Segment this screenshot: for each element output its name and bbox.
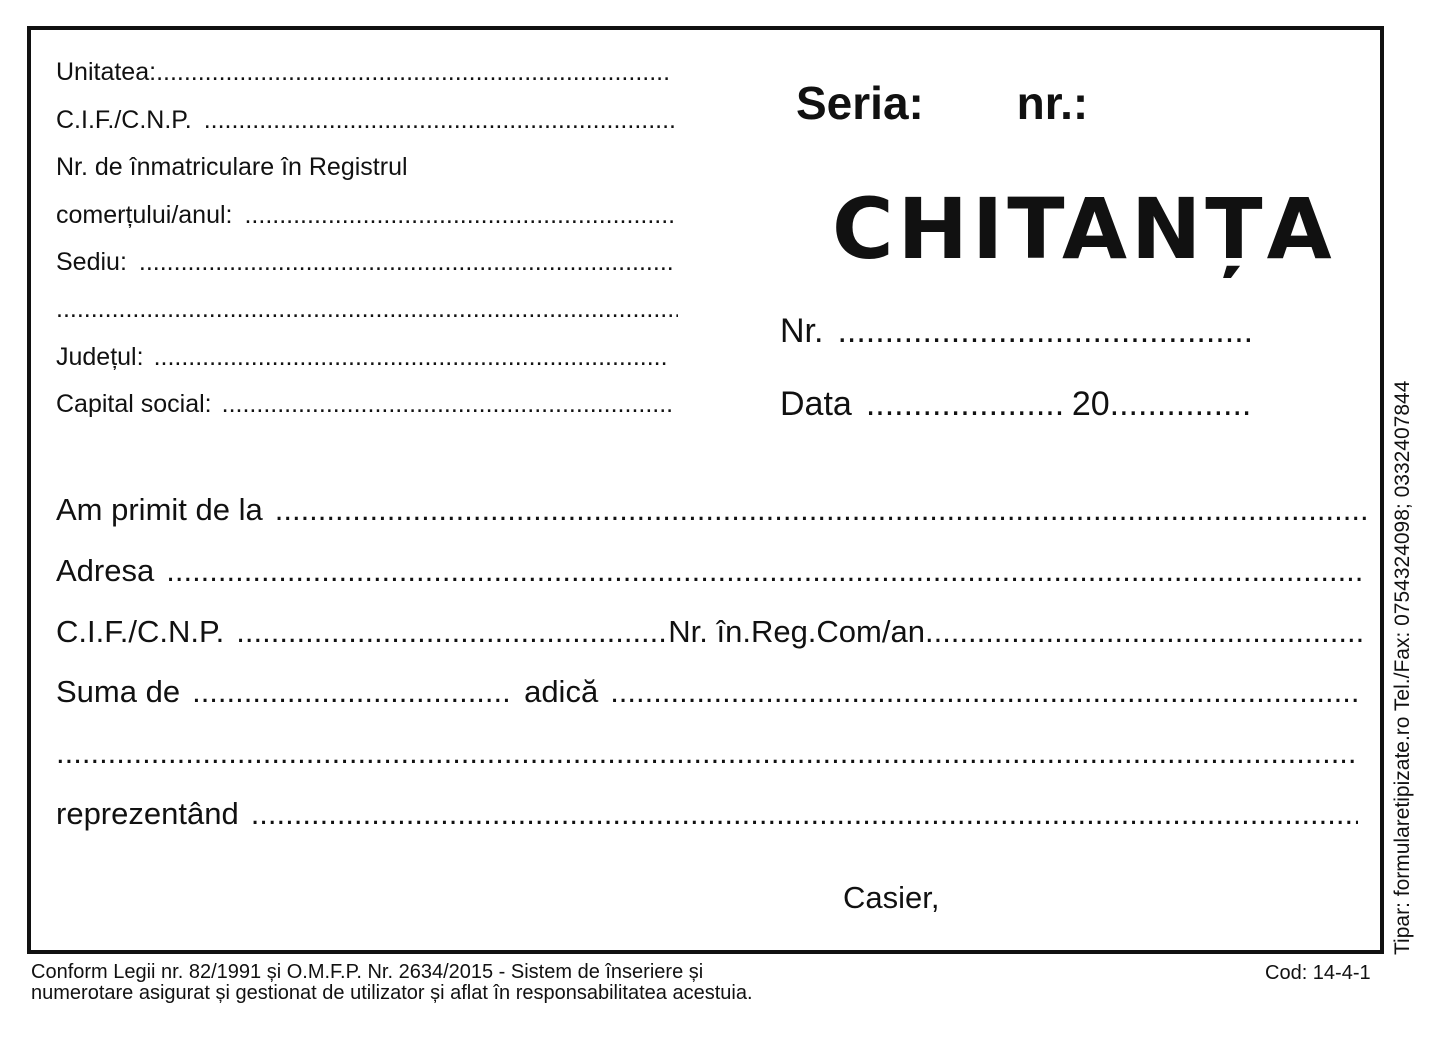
judet-label: Județul:: [56, 343, 144, 371]
primit-dotted-line: [275, 492, 1366, 528]
sediu-dotted-line: [139, 248, 674, 277]
primit-label: Am primit de la: [56, 492, 263, 527]
registru-label-line1: Nr. de înmatriculare în Registrul: [56, 153, 408, 181]
reg-com-dotted-line: [925, 614, 1362, 650]
adica-dotted-line: [610, 674, 1358, 710]
sediu-continuation-field: [56, 295, 678, 324]
suma-field: [56, 674, 1358, 710]
suma-continuation-field: [56, 735, 1358, 771]
sediu-label: Sediu:: [56, 248, 127, 276]
form-code: Cod: 14-4-1: [1265, 962, 1371, 984]
client-cif-dotted-line: [236, 614, 668, 650]
capital-social-dotted-line: [222, 390, 672, 419]
nr-serie-label: nr.:: [1016, 77, 1089, 129]
suma-dotted-line: [192, 674, 512, 710]
year-dotted-line: [1110, 385, 1252, 424]
company-cif-dotted-line: [204, 106, 676, 135]
date-field: [780, 385, 1252, 424]
seria-label: Seria:: [796, 77, 924, 129]
reg-com-label: Nr. în.Reg.Com/an: [668, 614, 925, 649]
casier-label: Casier,: [843, 880, 940, 915]
suma-continuation-dotted-line: [56, 735, 1358, 771]
date-label: Data: [780, 385, 852, 423]
adresa-field: [56, 553, 1362, 589]
year-prefix: 20: [1071, 385, 1110, 423]
document-title: CHITANȚA: [832, 180, 1336, 278]
client-cif-field: [56, 614, 1362, 650]
unitatea-label: Unitatea:: [56, 58, 157, 86]
printer-info: Tipar: formularetipizate.ro Tel./Fax: 0754324098; 0332407844: [1391, 380, 1414, 955]
adresa-label: Adresa: [56, 553, 155, 588]
seria-line: [796, 76, 1088, 130]
capital-social-field: [56, 390, 672, 419]
unitatea-field: [56, 58, 672, 87]
receipt-number-field: [780, 312, 1252, 351]
adica-label: adică: [524, 674, 599, 709]
date-day-month-dotted-line: [866, 385, 1064, 424]
reprezentand-field: [56, 796, 1358, 832]
primit-field: [56, 492, 1366, 528]
company-cif-field: [56, 106, 676, 135]
unitatea-dotted-line: [156, 58, 672, 87]
registru-dotted-line: [244, 201, 676, 230]
company-cif-label: C.I.F./C.N.P.: [56, 106, 192, 134]
legal-notice-line1: Conform Legii nr. 82/1991 și O.M.F.P. Nr. 2634/2015 - Sistem de înseriere și: [31, 961, 704, 983]
reprezentand-dotted-line: [251, 796, 1358, 832]
suma-label: Suma de: [56, 674, 181, 709]
client-cif-label: C.I.F./C.N.P.: [56, 614, 225, 649]
receipt-number-label: Nr.: [780, 312, 824, 350]
registru-field: [56, 201, 676, 230]
legal-notice-line2: numerotare asigurat și gestionat de utilizator și aflat în responsabilitatea acestuia.: [31, 982, 753, 1004]
sediu-continuation-dotted-line: [56, 295, 678, 324]
adresa-dotted-line: [166, 553, 1362, 589]
judet-field: [56, 343, 668, 372]
registru-label-line2: comerțului/anul:: [56, 201, 233, 229]
sediu-field: [56, 248, 674, 277]
receipt-number-dotted-line: [837, 312, 1252, 351]
legal-notice: [31, 962, 753, 1004]
reprezentand-label: reprezentând: [56, 796, 239, 831]
capital-social-label: Capital social:: [56, 390, 212, 418]
registru-line1: [56, 153, 676, 182]
judet-dotted-line: [154, 343, 668, 372]
